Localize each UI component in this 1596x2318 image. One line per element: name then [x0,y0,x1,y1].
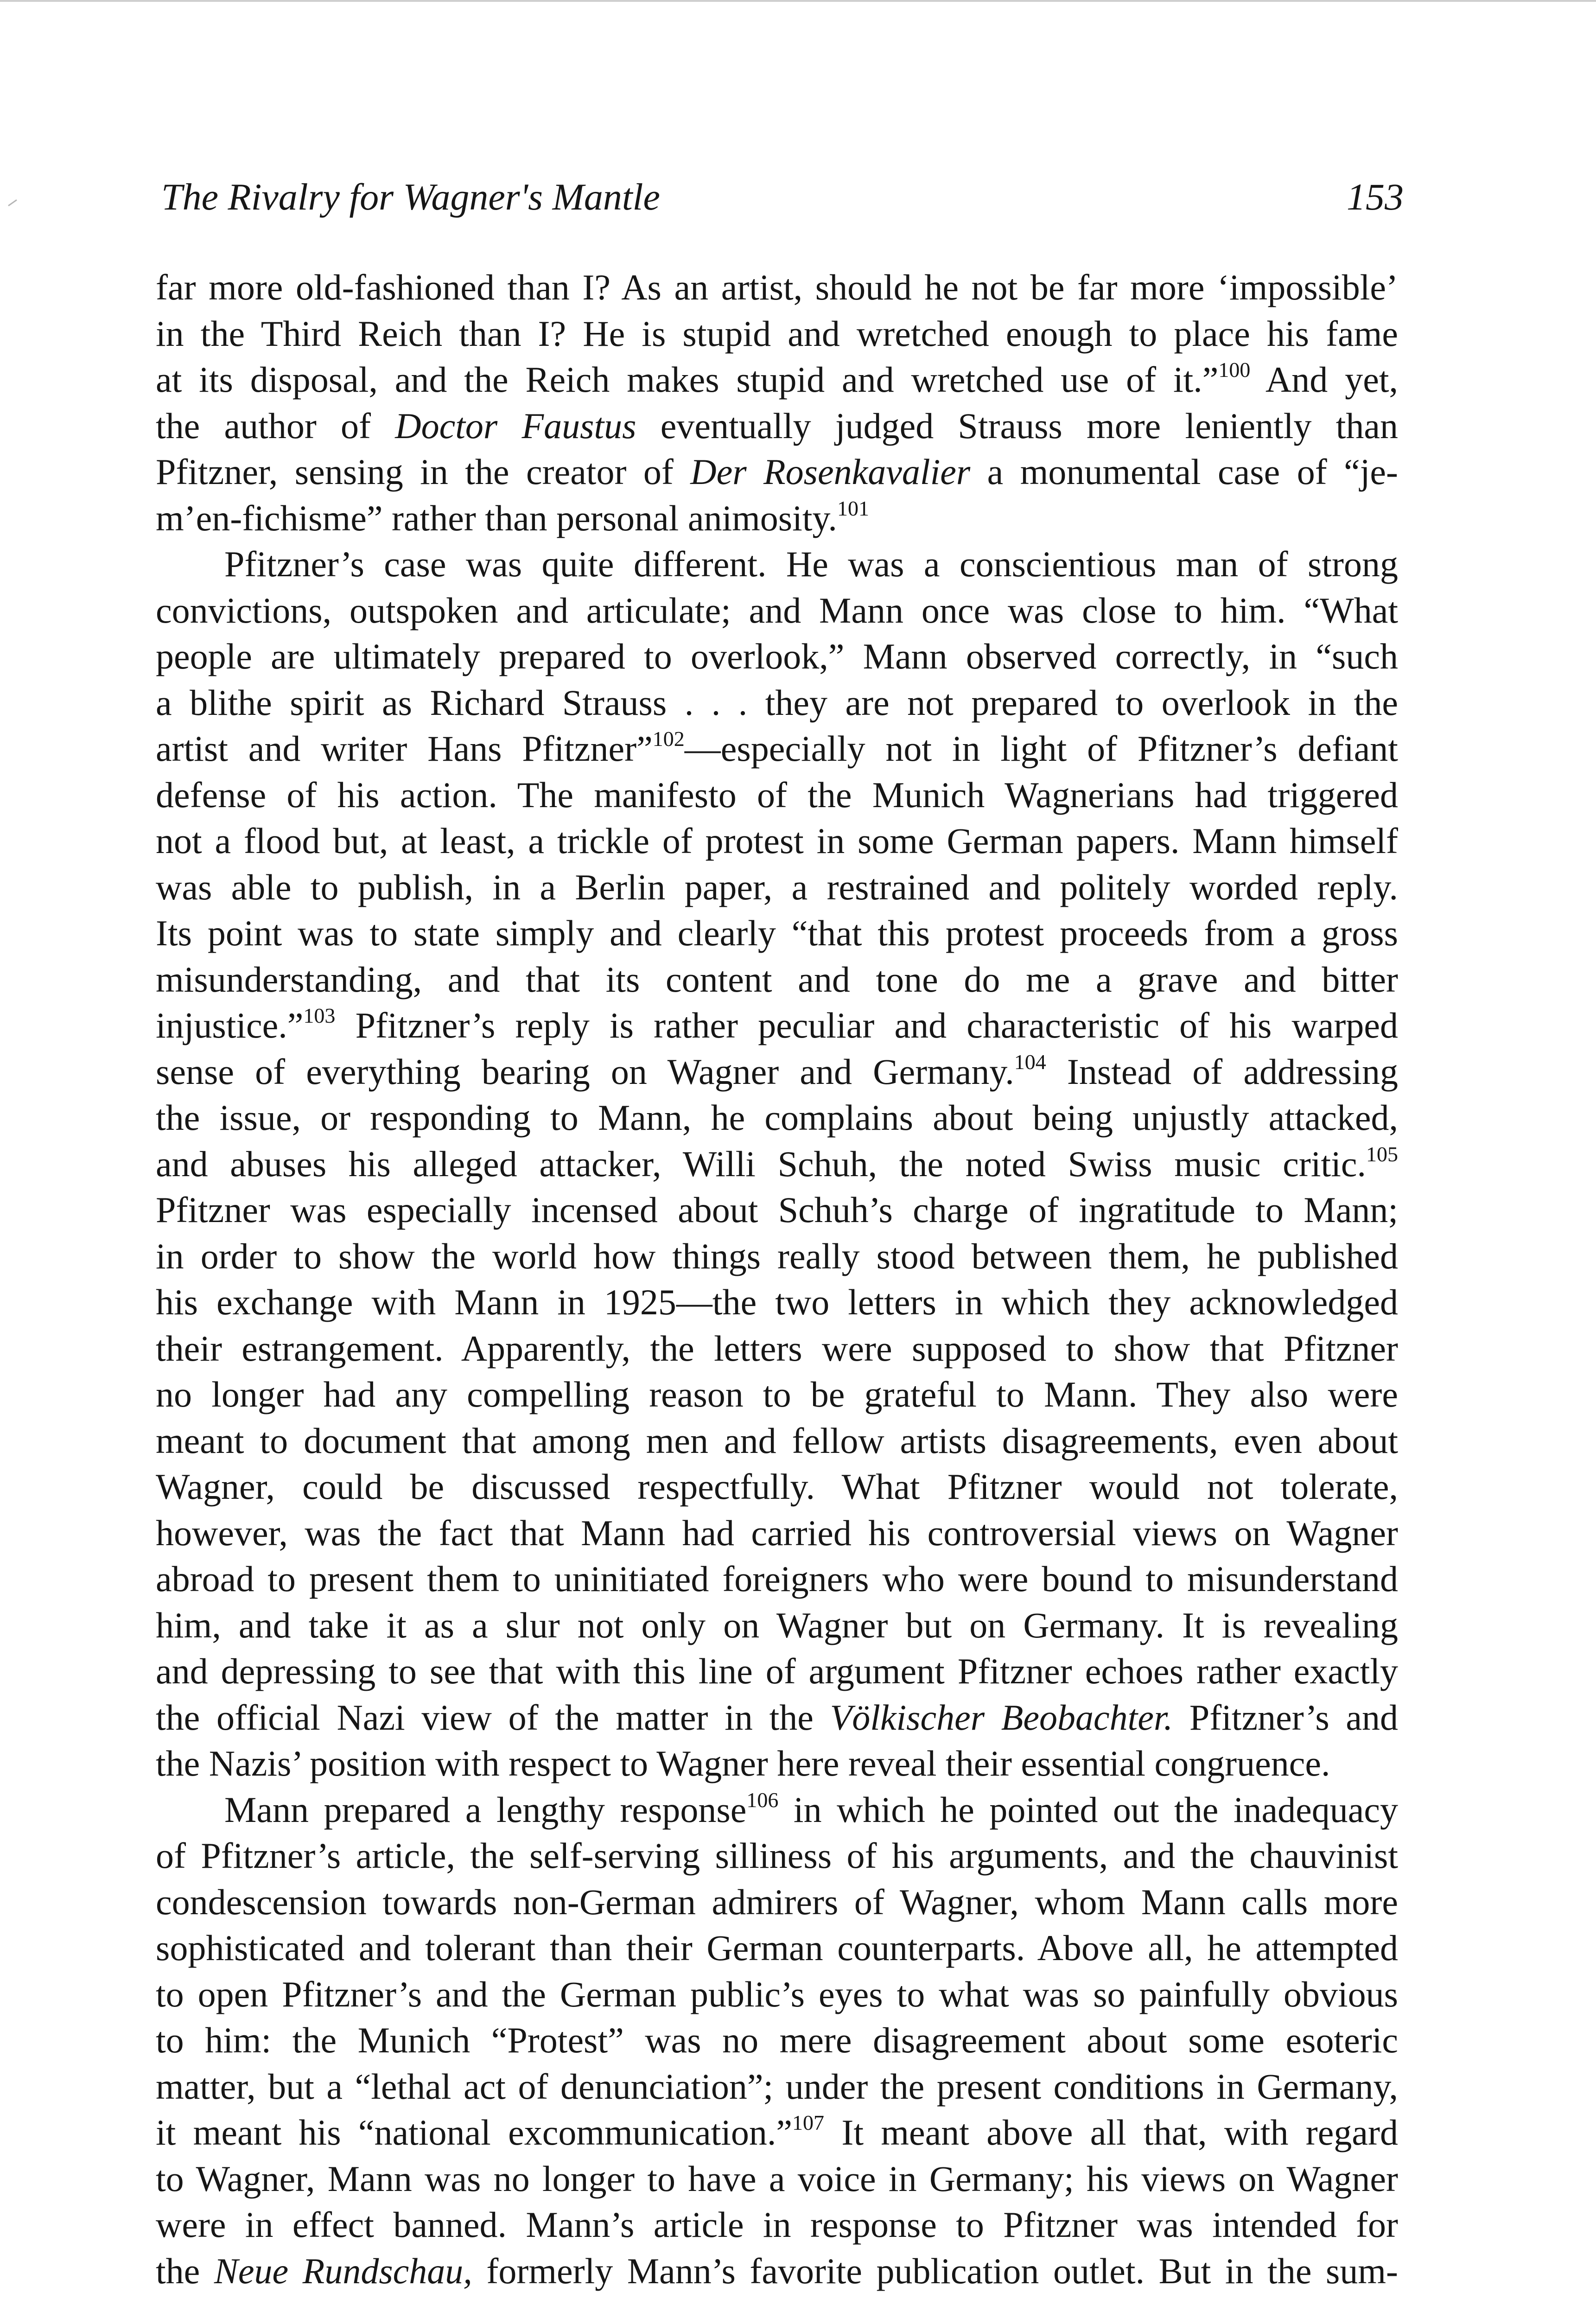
text-line: and abuses his alleged attacker, Willi Schuh, the noted Swiss music critic.$^{105}$ [156,1142,1398,1184]
footnote-ref: 104 [1014,1050,1046,1074]
text-line: the issue, or responding to Mann, he complains about being unjustly attacked, [156,1097,1398,1138]
footnote-ref: 105 [1366,1142,1398,1166]
text-line: artist and writer Hans Pfitzner”$^{102}$—especially not in light of Pfitzner’s defiant [156,727,1398,769]
text-line: meant to document that among men and fellow artists disagreements, even about [156,1420,1398,1461]
text-line: him, and take it as a slur not only on Wagner but on Germany. It is revealing [156,1605,1398,1645]
footnote-ref: 107 [792,2111,825,2134]
opera-title: Der Rosenkavalier [690,452,971,492]
text-line: abroad to present them to uninitiated foreigners who were bound to misunderstand [156,1559,1398,1599]
text-line: to Wagner, Mann was no longer to have a voice in Germany; his views on Wagner [156,2158,1398,2199]
text-line: misunderstanding, and that its content and tone do me a grave and bitter [156,959,1398,1000]
journal-title: Neue Rundschau, [214,2250,472,2291]
text-line: Its point was to state simply and clearly “that this protest proceeds from a gross [156,913,1398,953]
text-line: Pfitzner, sensing in the creator of Der Rosenkavalier a monumental case of “je- [156,452,1398,492]
text-line: however, was the fact that Mann had carried his controversial views on Wagner [156,1512,1398,1553]
footnote-ref: 102 [652,727,685,751]
text-line: Pfitzner’s case was quite different. He was a conscientious man of strong [224,544,1398,584]
text-line: a blithe spirit as Richard Strauss . . . they are not prepared to overlook in the [156,682,1398,723]
text-line: people are ultimately prepared to overlook,” Mann observed correctly, in “such [156,636,1398,676]
text-line: Wagner, could be discussed respectfully. What Pfitzner would not tolerate, [156,1466,1398,1507]
text-line: in the Third Reich than I? He is stupid and wretched enough to place his fame [156,313,1398,354]
footnote-ref: 100 [1218,358,1251,382]
text-line: sense of everything bearing on Wagner and Germany.$^{104}$ Instead of addressing [156,1050,1398,1092]
text-line: condescension towards non-German admirers of Wagner, whom Mann calls more [156,1881,1398,1922]
page-edge [0,0,1596,2]
text-line: was able to publish, in a Berlin paper, a restrained and politely worded reply. [156,866,1398,907]
footnote-ref: 106 [746,1788,779,1812]
text-line: it meant his “national excommunication.”$^{107}$ It meant above all that, with regard [156,2111,1398,2152]
text-line: and depressing to see that with this line of argument Pfitzner echoes rather exactly [156,1651,1398,1691]
text-line: not a flood but, at least, a trickle of protest in some German papers. Mann himself [156,821,1398,861]
text-line: their estrangement. Apparently, the letters were supposed to show that Pfitzner [156,1328,1398,1369]
text-line: of Pfitzner’s article, the self-serving silliness of his arguments, and the chauvinist [156,1835,1398,1876]
book-title: Doctor Faustus [395,405,636,446]
footnote-ref: 101 [837,496,869,520]
text-line: to open Pfitzner’s and the German public’s eyes to what was so painfully obvious [156,1974,1398,2014]
text-line: far more old-fashioned than I? As an artist, should he not be far more ‘impossible’ [156,267,1398,307]
text-line: his exchange with Mann in 1925—the two letters in which they acknowledged [156,1282,1398,1322]
text-line: the official Nazi view of the matter in the Völkischer Beobachter. Pfitzner’s and [156,1697,1398,1738]
footnote-ref: 103 [303,1004,336,1027]
text-line: the Neue Rundschau, formerly Mann’s favorite publication outlet. But in the sum- [156,2250,1398,2291]
running-head [161,167,1404,227]
text-line: at its disposal, and the Reich makes stupid and wretched use of it.”$^{100}$ And yet, [156,358,1398,400]
page-number: 153 [1347,176,1404,218]
text-line: to him: the Munich “Protest” was no mere disagreement about some esoteric [156,2020,1398,2060]
text-line: the Nazis’ position with respect to Wagner here reveal their essential congruence. [156,1743,1330,1783]
text-line: Pfitzner was especially incensed about Schuh’s charge of ingratitude to Mann; [156,1190,1398,1230]
body-text [156,264,1398,2294]
text-line: the author of Doctor Faustus eventually judged Strauss more leniently than [156,405,1399,446]
text-line: defense of his action. The manifesto of the Munich Wagnerians had triggered [156,774,1398,815]
text-line: convictions, outspoken and articulate; and Mann once was close to him. “What [156,590,1398,630]
text-line: m’en-fichisme” rather than personal animosity.$^{101}$ [156,496,869,538]
text-line: matter, but a “lethal act of denunciation”; under the present conditions in Germany, [156,2066,1398,2107]
text-line: in order to show the world how things really stood between them, he published [156,1235,1398,1276]
text-line: were in effect banned. Mann’s article in response to Pfitzner was intended for [156,2204,1398,2245]
text-line: injustice.”$^{103}$ Pfitzner’s reply is rather peculiar and characteristic of his warped [156,1004,1398,1045]
newspaper-title: Völkischer Beobachter. [830,1697,1173,1738]
text-line: Mann prepared a lengthy response$^{106}$ in which he pointed out the inadequacy [224,1788,1398,1830]
margin-mark [8,199,17,206]
text-line: no longer had any compelling reason to be grateful to Mann. They also were [156,1374,1398,1414]
running-title: The Rivalry for Wagner's Mantle [161,176,660,218]
text-line: sophisticated and tolerant than their German counterparts. Above all, he attempted [156,1928,1398,1968]
